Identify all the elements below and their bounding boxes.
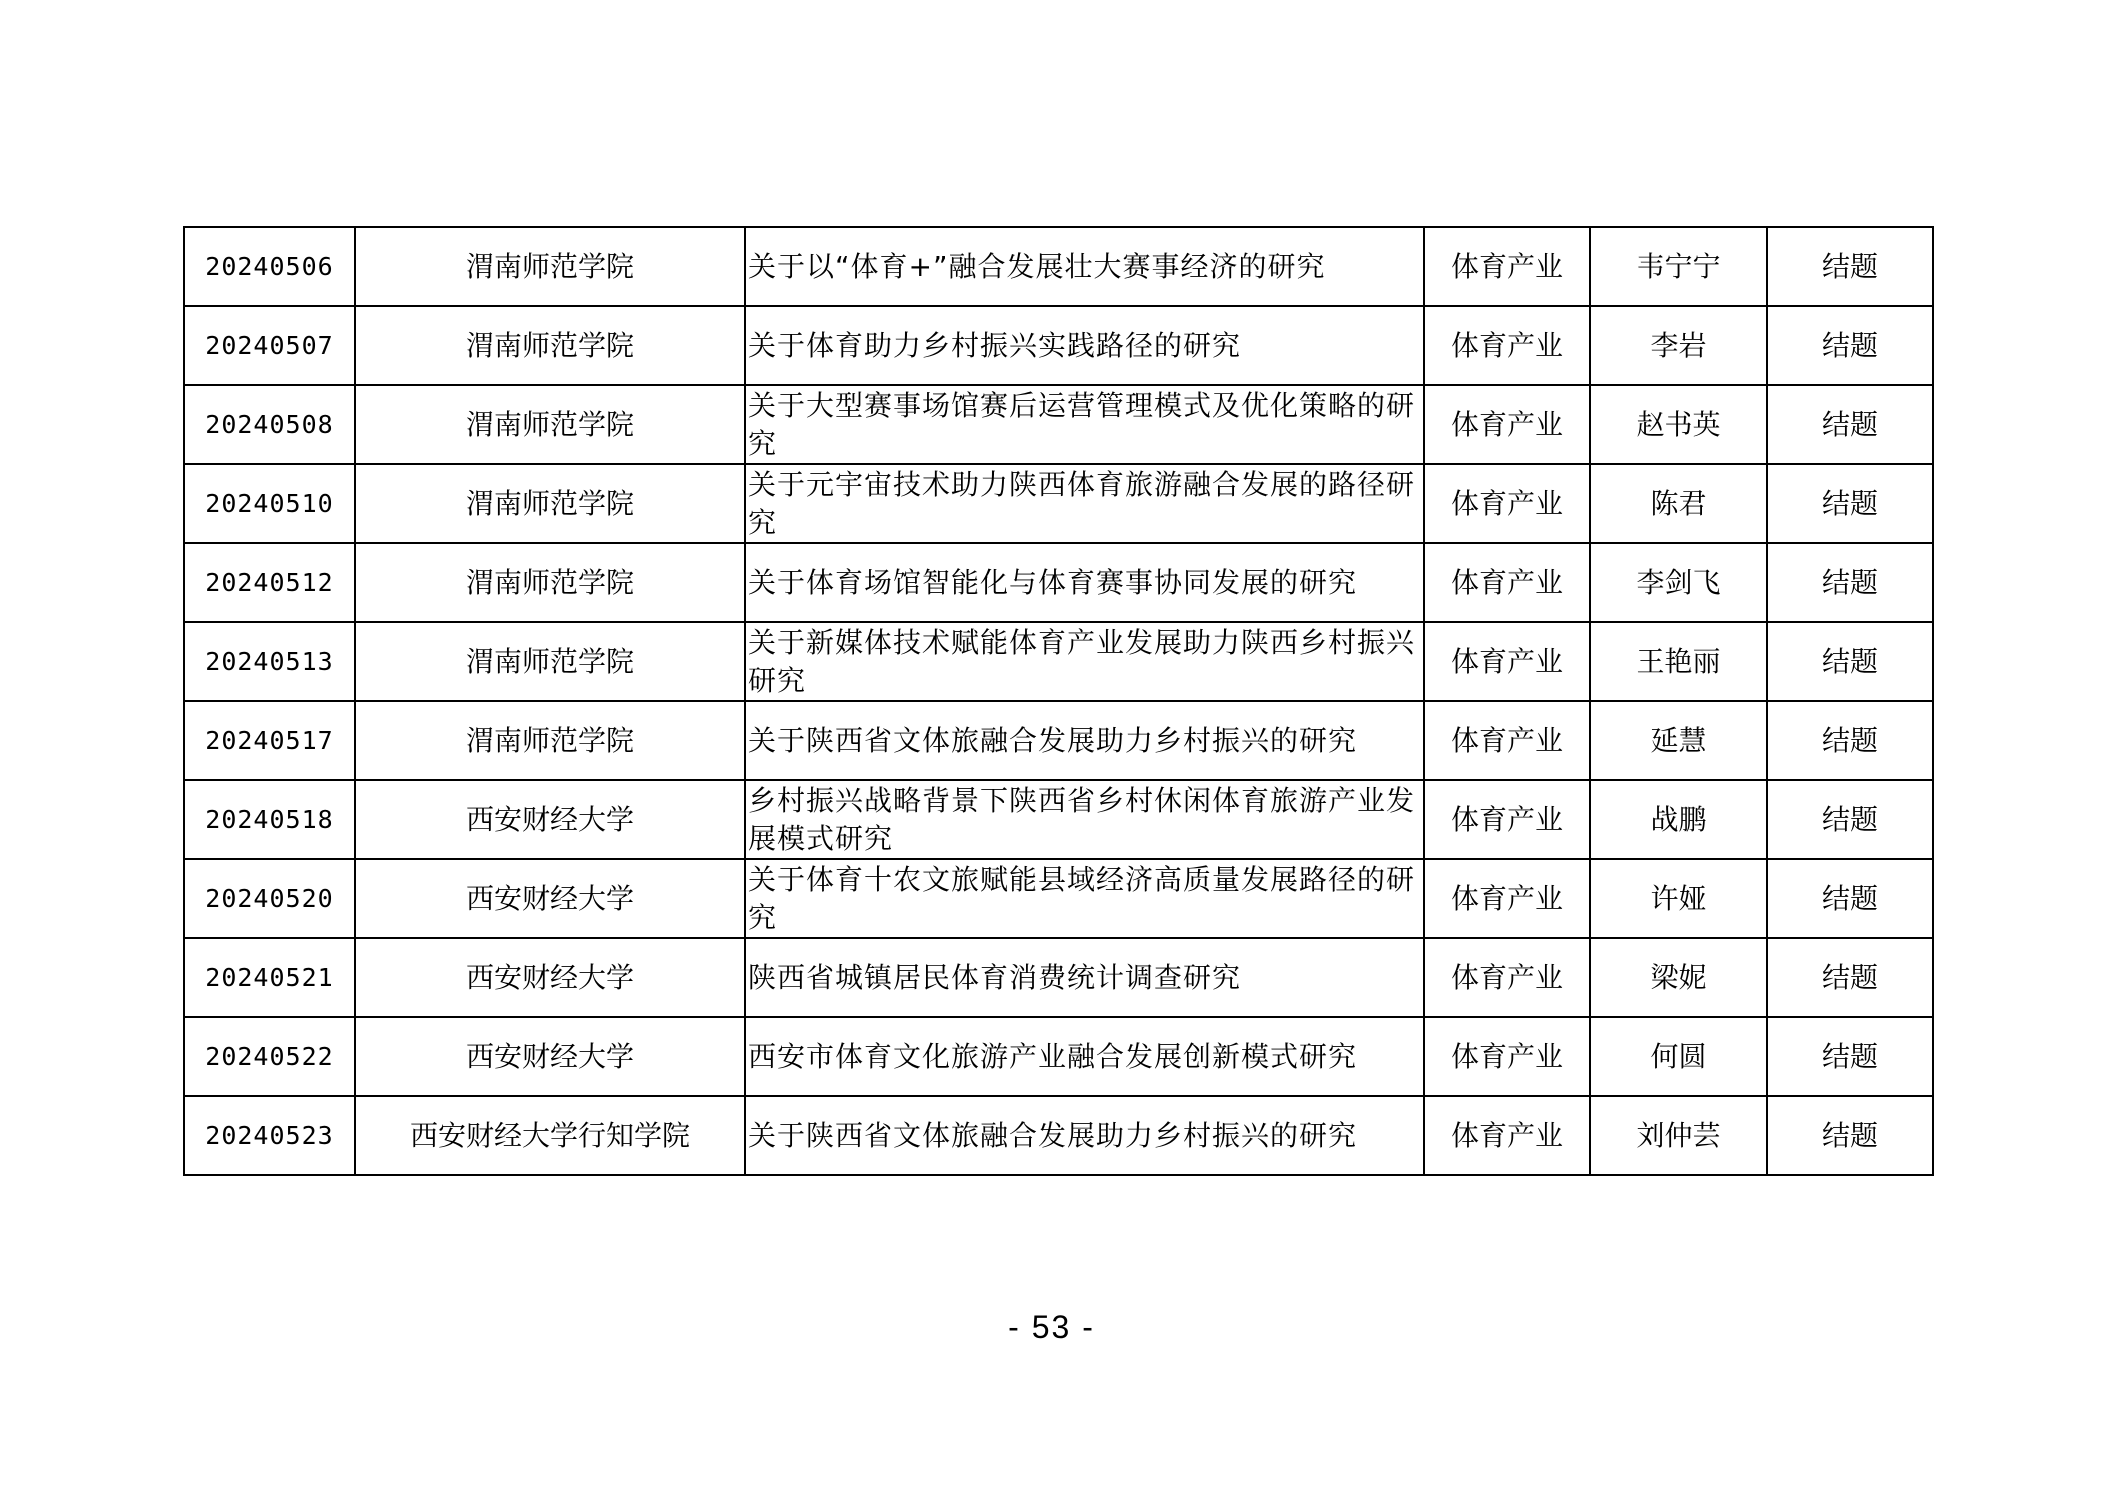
category: 体育产业 — [1424, 385, 1590, 464]
page-number: - 53 - — [1008, 1309, 1095, 1345]
table-row — [184, 780, 1933, 859]
table-row — [184, 543, 1933, 622]
table-row — [184, 1017, 1933, 1096]
project-title: 乡村振兴战略背景下陕西省乡村休闲体育旅游产业发展模式研究 — [745, 780, 1424, 859]
project-status: 结题 — [1767, 385, 1933, 464]
project-leader: 王艳丽 — [1590, 622, 1767, 701]
project-leader: 梁妮 — [1590, 938, 1767, 1017]
project-id: 20240512 — [184, 543, 355, 622]
project-title: 关于大型赛事场馆赛后运营管理模式及优化策略的研究 — [745, 385, 1424, 464]
project-id: 20240522 — [184, 1017, 355, 1096]
project-leader: 陈君 — [1590, 464, 1767, 543]
table-row — [184, 1096, 1933, 1175]
category: 体育产业 — [1424, 701, 1590, 780]
category: 体育产业 — [1424, 227, 1590, 306]
project-id: 20240520 — [184, 859, 355, 938]
project-id: 20240521 — [184, 938, 355, 1017]
project-title: 关于以“体育+”融合发展壮大赛事经济的研究 — [745, 227, 1424, 306]
project-leader: 赵书英 — [1590, 385, 1767, 464]
project-status: 结题 — [1767, 701, 1933, 780]
project-status: 结题 — [1767, 227, 1933, 306]
table-row — [184, 464, 1933, 543]
project-id: 20240513 — [184, 622, 355, 701]
project-leader: 韦宁宁 — [1590, 227, 1767, 306]
institution: 西安财经大学 — [355, 1017, 745, 1096]
category: 体育产业 — [1424, 464, 1590, 543]
project-title: 关于元宇宙技术助力陕西体育旅游融合发展的路径研究 — [745, 464, 1424, 543]
project-id: 20240507 — [184, 306, 355, 385]
project-title: 关于陕西省文体旅融合发展助力乡村振兴的研究 — [745, 701, 1424, 780]
institution: 西安财经大学行知学院 — [355, 1096, 745, 1175]
institution: 渭南师范学院 — [355, 701, 745, 780]
project-title: 西安市体育文化旅游产业融合发展创新模式研究 — [745, 1017, 1424, 1096]
project-status: 结题 — [1767, 1017, 1933, 1096]
project-status: 结题 — [1767, 780, 1933, 859]
project-title: 关于体育场馆智能化与体育赛事协同发展的研究 — [745, 543, 1424, 622]
project-title: 陕西省城镇居民体育消费统计调查研究 — [745, 938, 1424, 1017]
project-leader: 延慧 — [1590, 701, 1767, 780]
table-row — [184, 306, 1933, 385]
project-title: 关于陕西省文体旅融合发展助力乡村振兴的研究 — [745, 1096, 1424, 1175]
project-leader: 李剑飞 — [1590, 543, 1767, 622]
project-title: 关于体育助力乡村振兴实践路径的研究 — [745, 306, 1424, 385]
institution: 渭南师范学院 — [355, 622, 745, 701]
project-status: 结题 — [1767, 622, 1933, 701]
project-id: 20240506 — [184, 227, 355, 306]
project-table — [183, 226, 1934, 1176]
institution: 西安财经大学 — [355, 938, 745, 1017]
project-leader: 李岩 — [1590, 306, 1767, 385]
table-row — [184, 859, 1933, 938]
project-status: 结题 — [1767, 464, 1933, 543]
table-row — [184, 227, 1933, 306]
table-row — [184, 701, 1933, 780]
category: 体育产业 — [1424, 1096, 1590, 1175]
table-row — [184, 385, 1933, 464]
category: 体育产业 — [1424, 938, 1590, 1017]
category: 体育产业 — [1424, 306, 1590, 385]
institution: 渭南师范学院 — [355, 306, 745, 385]
project-status: 结题 — [1767, 859, 1933, 938]
project-leader: 战鹏 — [1590, 780, 1767, 859]
category: 体育产业 — [1424, 622, 1590, 701]
project-id: 20240523 — [184, 1096, 355, 1175]
institution: 西安财经大学 — [355, 859, 745, 938]
institution: 渭南师范学院 — [355, 385, 745, 464]
project-leader: 刘仲芸 — [1590, 1096, 1767, 1175]
project-status: 结题 — [1767, 938, 1933, 1017]
institution: 渭南师范学院 — [355, 543, 745, 622]
project-status: 结题 — [1767, 1096, 1933, 1175]
category: 体育产业 — [1424, 780, 1590, 859]
institution: 渭南师范学院 — [355, 227, 745, 306]
category: 体育产业 — [1424, 859, 1590, 938]
project-id: 20240510 — [184, 464, 355, 543]
project-id: 20240508 — [184, 385, 355, 464]
project-status: 结题 — [1767, 306, 1933, 385]
table-row — [184, 622, 1933, 701]
category: 体育产业 — [1424, 543, 1590, 622]
institution: 西安财经大学 — [355, 780, 745, 859]
project-leader: 何圆 — [1590, 1017, 1767, 1096]
project-title: 关于新媒体技术赋能体育产业发展助力陕西乡村振兴研究 — [745, 622, 1424, 701]
table-row — [184, 938, 1933, 1017]
project-title: 关于体育十农文旅赋能县域经济高质量发展路径的研究 — [745, 859, 1424, 938]
project-status: 结题 — [1767, 543, 1933, 622]
project-id: 20240518 — [184, 780, 355, 859]
project-id: 20240517 — [184, 701, 355, 780]
project-leader: 许娅 — [1590, 859, 1767, 938]
institution: 渭南师范学院 — [355, 464, 745, 543]
category: 体育产业 — [1424, 1017, 1590, 1096]
